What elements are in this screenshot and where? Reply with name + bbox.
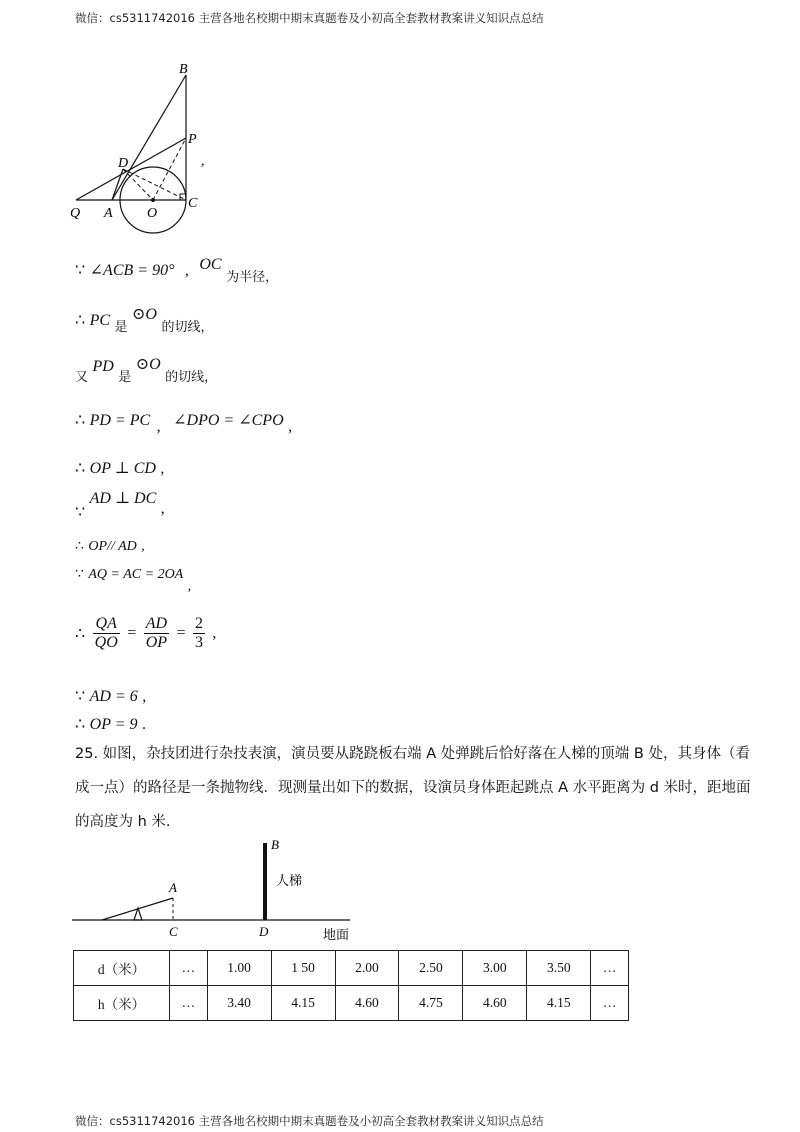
- table-cell: 1.00: [207, 951, 271, 986]
- row-header-d: d（米）: [74, 951, 170, 986]
- figure-comma: ,: [201, 154, 205, 169]
- table-cell: 4.15: [271, 986, 335, 1021]
- geometry-figure-circle: [60, 55, 230, 265]
- problem-25-line-1: 25. 如图，杂技团进行杂技表演，演员要从跷跷板右端 A 处弹跳后恰好落在人梯的顶端 B 处，其身体（看: [75, 746, 750, 762]
- table-cell: 3.00: [463, 951, 527, 986]
- label-b: B: [179, 62, 188, 77]
- table-cell: 4.15: [527, 986, 591, 1021]
- label-q: Q: [70, 206, 81, 221]
- table-cell: 4.60: [335, 986, 399, 1021]
- row-header-h: h（米）: [74, 986, 170, 1021]
- proof-line-9: ∴ $\frac{QA}{QO}$ = $\frac{AD}{OP}$ = $\frac{2}{3}$ ,: [75, 615, 217, 651]
- page-footer: 微信：cs5311742016 主营各地名校期中期末真题卷及小初高全套教材教案讲义知识点总结: [75, 1114, 544, 1128]
- label-a: A: [104, 206, 113, 221]
- table-cell: 3.50: [527, 951, 591, 986]
- table-cell: 4.60: [463, 986, 527, 1021]
- label-c: C: [169, 924, 178, 939]
- label-o: O: [147, 206, 158, 221]
- table-row: [74, 951, 629, 986]
- label-d: D: [118, 156, 129, 171]
- line-dc: [123, 169, 186, 200]
- table-row: [74, 986, 629, 1021]
- proof-line-4: ∴ PD = PC , ∠DPO = ∠CPO ,: [75, 412, 293, 435]
- proof-line-11: ∴ OP = 9 .: [75, 716, 146, 733]
- fraction-ad-op: $\frac{AD}{OP}$: [145, 615, 168, 651]
- problem-25-line-3: 的高度为 h 米.: [75, 814, 171, 830]
- proof-line-7: ∴ OP// AD ,: [75, 539, 145, 554]
- proof-line-1: ∵ ∠ACB = 90° , OC 为半径，: [75, 256, 279, 285]
- table-cell: 3.40: [207, 986, 271, 1021]
- problem-25-line-2: 成一点）的路径是一条抛物线．现测量出如下的数据，设演员身体距起跳点 A 水平距离为 d 米时，距地面: [75, 780, 751, 796]
- seesaw-ladder-figure: [70, 835, 360, 945]
- table-cell: …: [591, 951, 629, 986]
- proof-line-8: ∵ AQ = AC = 2OA ,: [75, 567, 192, 594]
- table-cell: 2.50: [399, 951, 463, 986]
- data-table: [73, 950, 629, 1021]
- table-cell: …: [591, 986, 629, 1021]
- proof-line-5: ∴ OP ⊥ CD ,: [75, 460, 165, 477]
- proof-line-6: ∵ AD ⊥ DC ,: [75, 490, 165, 521]
- table-cell: 2.00: [335, 951, 399, 986]
- fraction-qa-qo: $\frac{QA}{QO}$: [94, 615, 118, 651]
- proof-line-3: 又 PD 是 ⊙O 的切线，: [75, 356, 218, 385]
- fraction-2-3: $\frac{2}{3}$: [194, 615, 203, 651]
- label-a: A: [169, 880, 177, 895]
- label-p: P: [188, 132, 197, 147]
- table-cell: …: [170, 951, 208, 986]
- label-b: B: [271, 837, 279, 852]
- label-ladder: 人梯: [276, 874, 303, 889]
- label-c: C: [188, 196, 198, 211]
- label-ground: 地面: [323, 928, 350, 943]
- label-d: D: [259, 924, 269, 939]
- table-cell: …: [170, 986, 208, 1021]
- human-ladder: [263, 843, 267, 920]
- point-o: [151, 198, 155, 202]
- proof-line-2: ∴ PC 是 ⊙O 的切线，: [75, 306, 214, 335]
- proof-line-10: ∵ AD = 6 ,: [75, 688, 147, 705]
- page-header: 微信：cs5311742016 主营各地名校期中期末真题卷及小初高全套教材教案讲义知识点总结: [75, 11, 544, 25]
- table-cell: 4.75: [399, 986, 463, 1021]
- table-cell: 1 50: [271, 951, 335, 986]
